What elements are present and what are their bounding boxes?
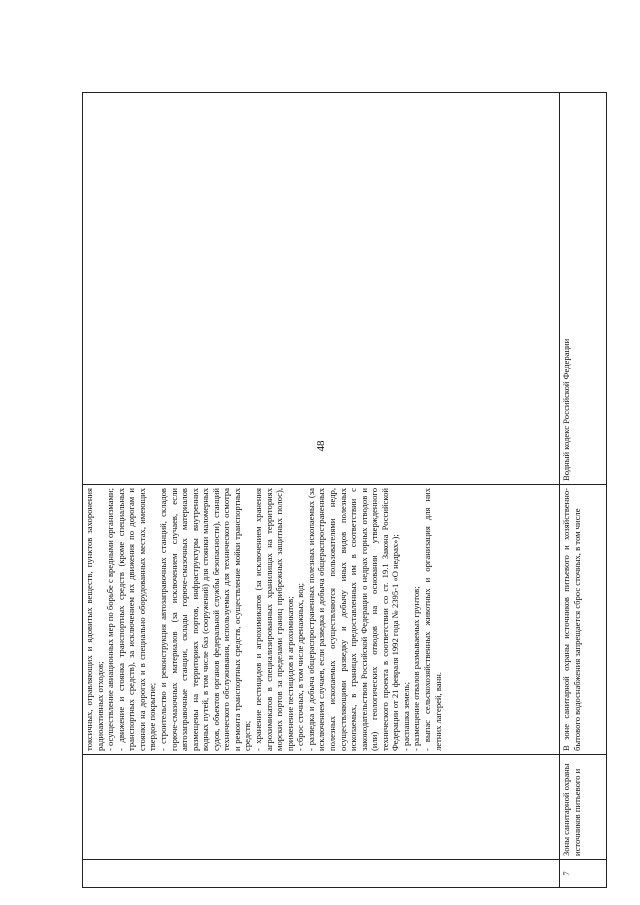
restriction-item: - движение и стоянка транспортных средств (кроме специальных транспортных средств), за исключением их движения по дорогам и стоянки на дорогах и в специально оборудованных местах, имеющих твердое покрытие; [115,488,158,751]
row-number-cell: 7 [560,860,607,888]
restriction-item: - распашка земель; [400,681,411,751]
restriction-item: - сброс сточных, в том числе дренажных, вод; [295,582,306,751]
restrictions-cell: В зоне санитарной охраны источников питьевого и хозяйственно-бытового водоснабжения запрещается сброс сточных, в том числе [560,485,607,755]
restriction-item: - размещение отвалов размываемых грунтов; [411,586,422,751]
table-row [83,93,560,888]
restriction-item: токсичных, отравляющих и ядовитых веществ, пунктов захоронения радиоактивных отходов; [84,488,105,751]
restriction-item: - осуществление авиационных мер по борьбе с вредными организмами; [105,488,116,751]
regulation-table [82,92,607,888]
table-row [560,93,607,888]
page-number: 48 [315,440,327,452]
restriction-item: - хранение пестицидов и агрохимикатов (за исключением хранения агрохимикатов в специализированных хранилищах на территориях морских портов за пределами границ прибрежных защитных полос), применение пестицидов и агрохимикатов; [253,488,295,751]
restriction-item: - разведка и добыча общераспространенных полезных ископаемых (за исключением случаев, если разведка и добыча общераспространенных полезных ископаемых осуществляются пользователями недр, осуществляющими разведку и добычу иных видов полезных ископаемых, в границах предоставленных им в соответствии с законодательством Российской Федерации о недрах горных отводов и (или) геологических отводов на основании утвержденного технического проекта в соответствии со ст. 19.1 Закона Российской Федерации от 21 февраля 1992 года № 2395-1 «О недрах»); [305,488,401,751]
restriction-item: - выпас сельскохозяйственных животных и организация для них летних лагерей, ванн. [422,488,443,751]
zone-name-cell [83,755,560,860]
legal-source-cell [83,93,560,485]
restrictions-cell [83,485,560,755]
row-number-cell [83,860,560,888]
zone-name-cell: Зоны санитарной охраны источников питьевого и [560,755,607,860]
restriction-item: - строительство и реконструкция автозаправочных станций, складов горюче-смазочных материалов (за исключением случаев, если автозаправочные станции, склады горюче-смазочных материалов размещены на территориях портов, инфраструктуры внутренних водных путей, в том числе баз (сооружений) для стоянки маломерных судов, объектов органов федеральной службы безопасности), станций технического обслуживания, используемых для технического осмотра и ремонта транспортных средств, осуществление мойки транспортных средств; [157,488,253,751]
legal-source-cell: Водный кодекс Российской Федерации [560,93,607,485]
regulation-table-sheet [82,92,602,888]
